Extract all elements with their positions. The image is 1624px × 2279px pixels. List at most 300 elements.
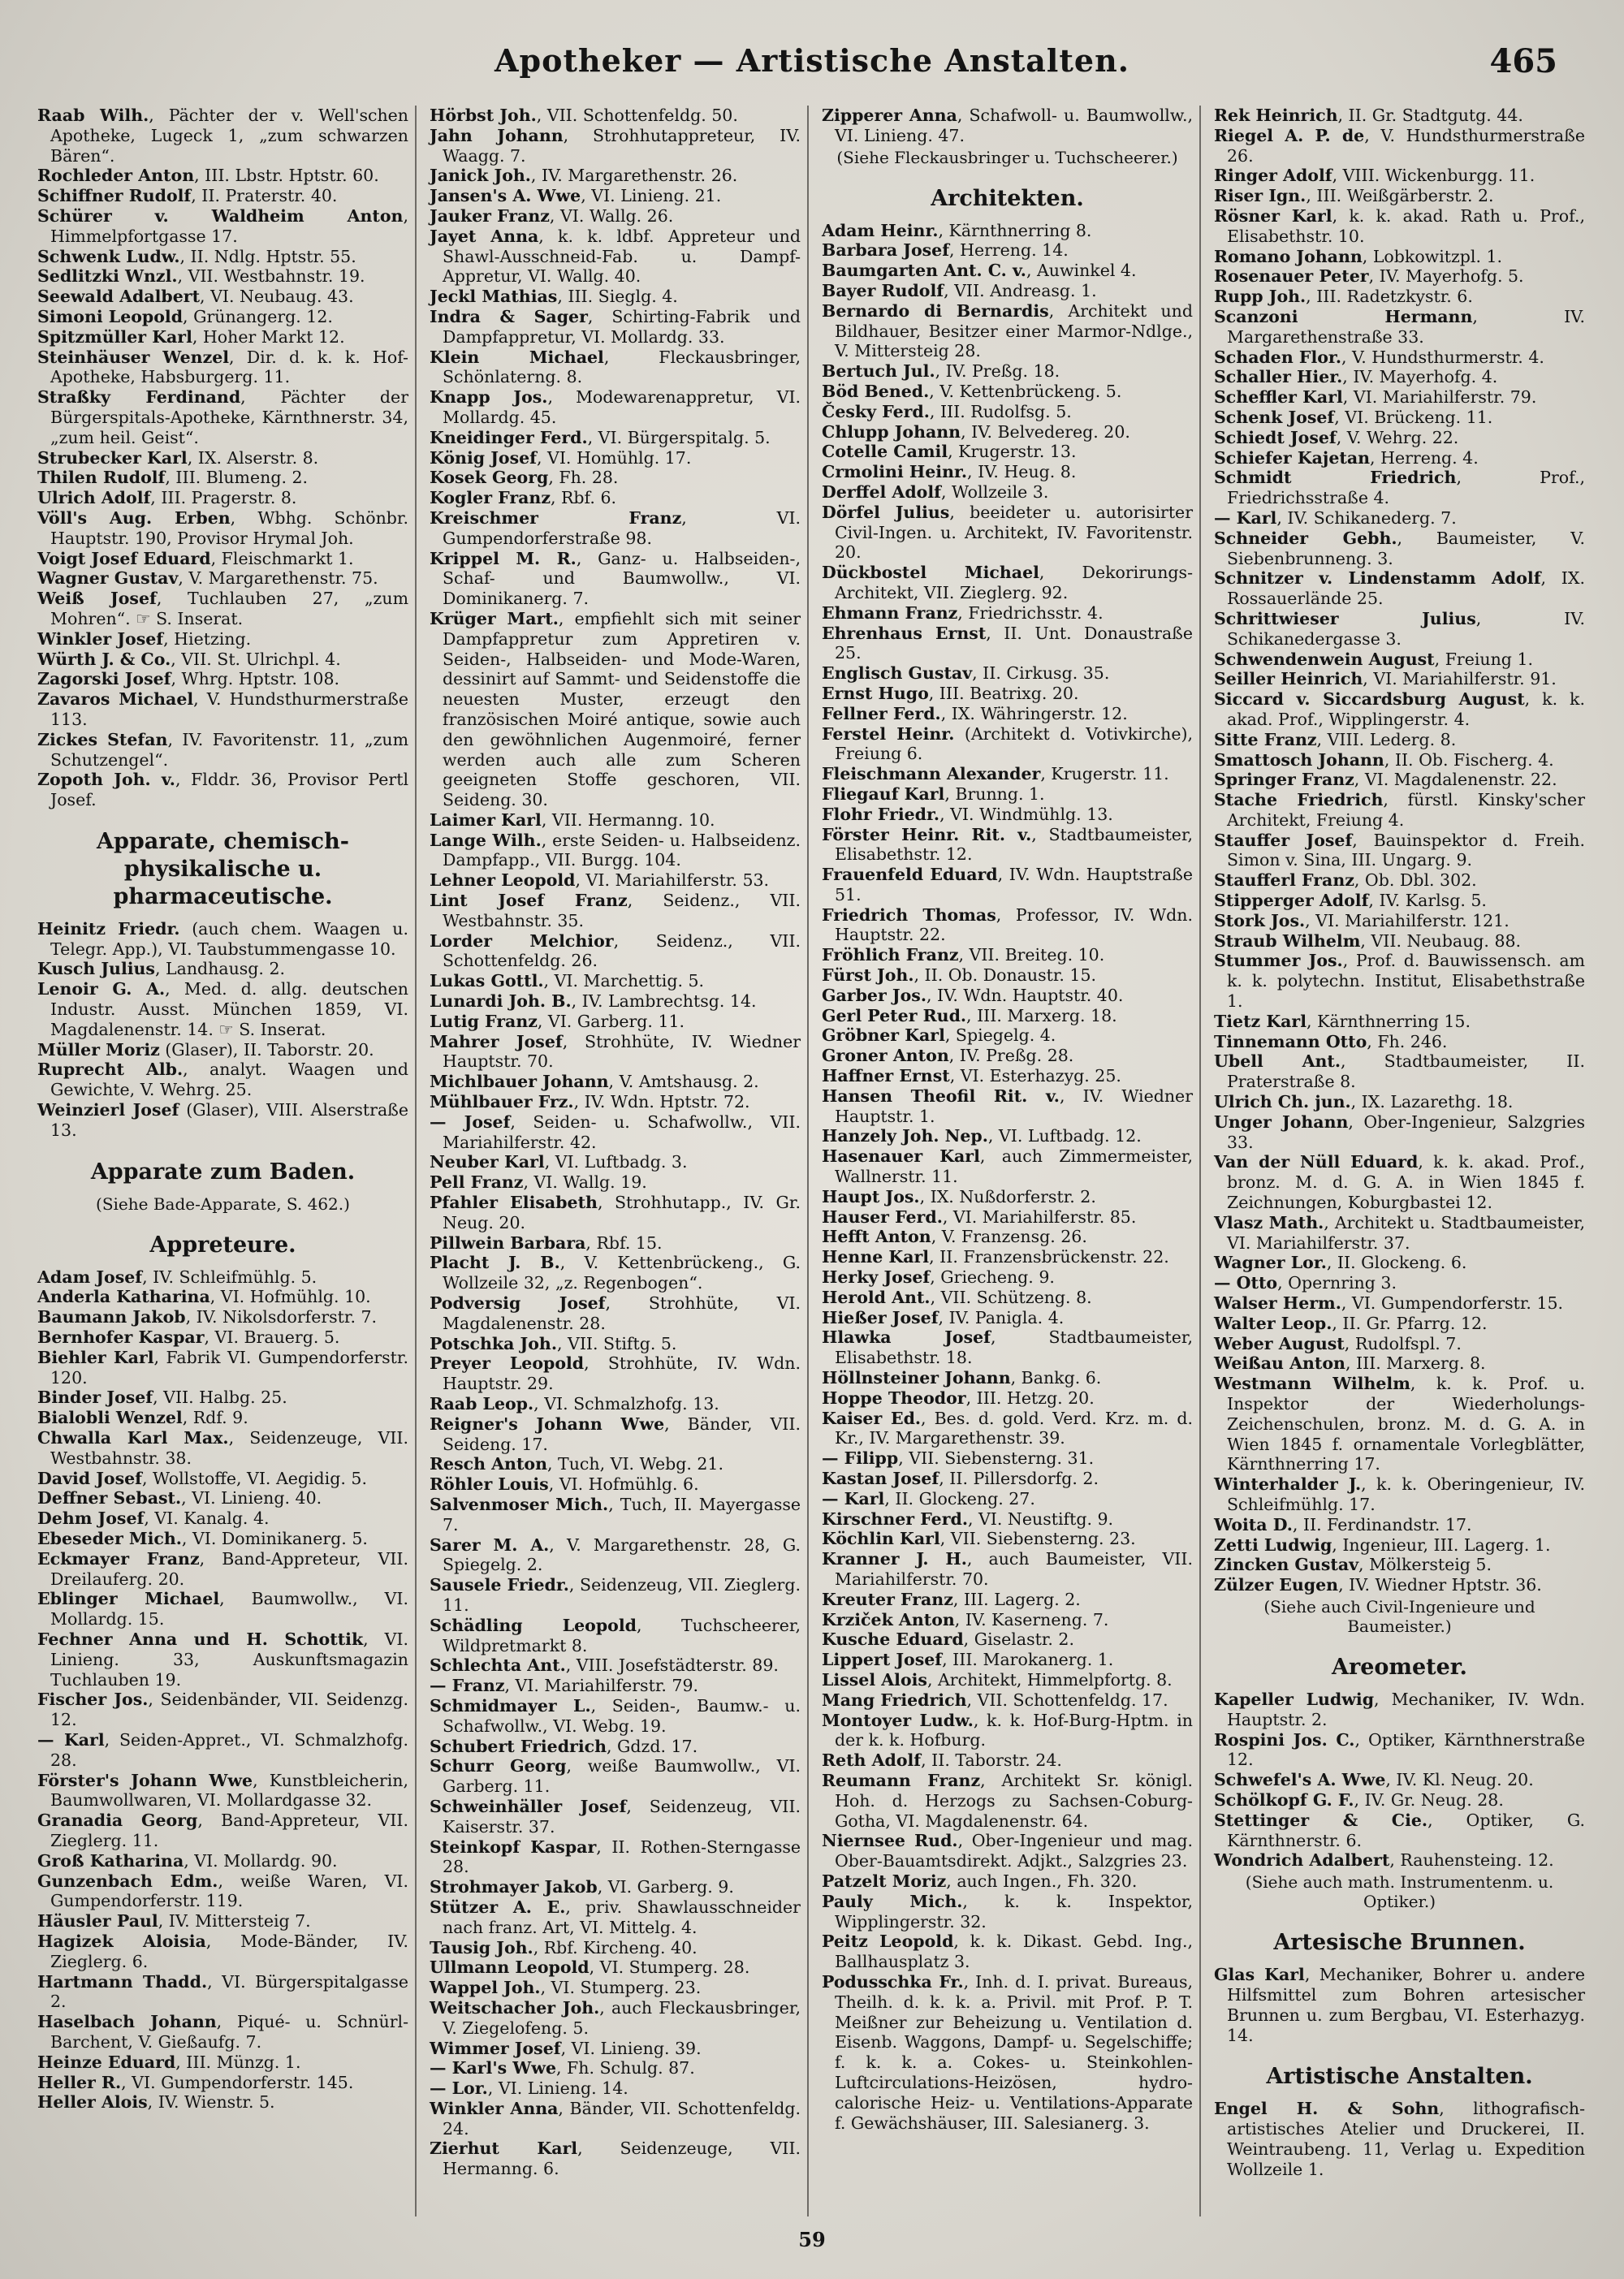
directory-entry (1214, 1032, 1585, 1052)
directory-entry (430, 448, 801, 468)
entry-details: , VI. Magdalenenstr. 22. (1354, 770, 1557, 790)
directory-entry (37, 629, 408, 650)
entry-details: , IV. Mayerhofg. 4. (1342, 367, 1498, 387)
directory-entry (430, 891, 801, 931)
entry-name: Schaller Hier. (1214, 367, 1343, 387)
entry-name: Walter Leop. (1214, 1313, 1332, 1333)
directory-entry (430, 1032, 801, 1073)
directory-entry (822, 382, 1193, 402)
entry-name: Jeckl Mathias (430, 287, 558, 307)
entry-name: Wagner Lor. (1214, 1253, 1327, 1273)
entry-details: , II. Glockeng. 6. (1326, 1253, 1467, 1273)
entry-details: , Herreng. 4. (1370, 447, 1479, 468)
entry-name: Raab Leop. (430, 1394, 534, 1414)
entry-name: Placht J. B. (430, 1253, 560, 1273)
entry-name: Pell Franz (430, 1172, 524, 1193)
directory-entry (822, 301, 1193, 361)
directory-entry (430, 227, 801, 287)
entry-details: , IV. Preßg. 28. (948, 1046, 1074, 1066)
directory-entry (430, 831, 801, 871)
entry-details: , IV. Margarethenstr. 26. (530, 166, 738, 186)
entry-details: , Optiker, Kärnthnerstraße 12. (1227, 1729, 1585, 1770)
entry-name: Kogler Franz (430, 488, 551, 508)
entry-details: , VI. Luftbadg. 3. (544, 1152, 688, 1172)
entry-name: Pillwein Barbara (430, 1232, 586, 1253)
entry-details: , Stadtbaumeister, II. Praterstraße 8. (1227, 1051, 1585, 1092)
entry-details: , Krugerstr. 13. (948, 442, 1077, 462)
entry-name: Dehm Josef (37, 1509, 145, 1529)
directory-entry (1214, 650, 1585, 670)
entry-name: Peitz Leopold (822, 1932, 954, 1952)
entry-details: , VI. Luftbadg. 12. (987, 1126, 1142, 1146)
entry-details: , Piqué- u. Schnürl-Barchent, V. Gießaufg. 7. (50, 2012, 408, 2052)
directory-entry (822, 563, 1193, 603)
entry-name: Garber Jos. (822, 985, 926, 1005)
entry-details: , Kunstbleicherin, Baumwollwaren, VI. Mollardgasse 32. (50, 1770, 408, 1811)
directory-entry (1214, 1092, 1585, 1112)
entry-name: Groner Anton (822, 1046, 949, 1066)
entry-details: , Seidenzeug, VII. Zieglerg. 11. (443, 1575, 801, 1615)
entry-details: , Architekt und Bildhauer, Besitzer einer Marmor-Ndlge., V. Mittersteig 28. (835, 300, 1193, 361)
entry-name: Hagizek Aloisia (37, 1931, 206, 1951)
directory-entry (430, 387, 801, 428)
entry-details: , III. Marxerg. 18. (966, 1005, 1117, 1025)
entry-details: (auch chem. Waagen u. Telegr. App.), VI. Taubstummengasse 10. (50, 918, 408, 959)
directory-entry (822, 221, 1193, 241)
entry-name: Ehrenhaus Ernst (822, 623, 987, 643)
entry-name: Krippel M. R. (430, 548, 577, 568)
entry-details: , Rbf. Kircheng. 40. (533, 1937, 698, 1957)
entry-name: Stützer A. E. (430, 1897, 566, 1917)
directory-entry (37, 979, 408, 1039)
entry-details: , VI. Mariahilferstr. 85. (942, 1206, 1137, 1227)
entry-details: , II. Taborstr. 24. (921, 1750, 1062, 1771)
directory-entry (37, 1267, 408, 1288)
entry-details: , IV. Gr. Neug. 28. (1354, 1789, 1504, 1810)
directory-entry (37, 266, 408, 287)
entry-details: , V. Hundsthurmerstr. 4. (1341, 347, 1544, 367)
entry-name: Herold Ant. (822, 1287, 931, 1307)
directory-entry (430, 1394, 801, 1414)
directory-entry (1214, 1374, 1585, 1474)
directory-entry (1214, 1334, 1585, 1354)
directory-entry (37, 1549, 408, 1590)
entry-name: Pfahler Elisabeth (430, 1193, 598, 1213)
directory-entry (822, 503, 1193, 563)
entry-details: , fürstl. Kinsky'scher Architekt, Freiung 4. (1227, 790, 1585, 830)
entry-name: Fürst Joh. (822, 965, 914, 986)
entry-name: Siccard v. Siccardsburg August (1214, 689, 1525, 710)
entry-name: Anderla Katharina (37, 1287, 210, 1307)
entry-details: , Auwinkel 4. (1026, 261, 1137, 281)
entry-name: Hießer Josef (822, 1307, 939, 1327)
entry-name: Winkler Anna (430, 2098, 559, 2118)
entry-name: Hartmann Thadd. (37, 1971, 208, 1992)
entry-details: , Friedrichsstr. 4. (957, 602, 1104, 623)
directory-entry (430, 870, 801, 891)
directory-entry (1214, 689, 1585, 730)
entry-details: , Rdf. 9. (182, 1408, 248, 1428)
entry-details: , weiße Waren, VI. Gumpendorferstr. 119. (50, 1871, 408, 1911)
entry-name: Hasenauer Karl (822, 1146, 980, 1167)
directory-entry (37, 287, 408, 307)
directory-entry (822, 1489, 1193, 1509)
entry-name: Voigt Josef Eduard (37, 548, 211, 568)
entry-details: , Ober-Ingenieur und mag. Ober-Bauamtsdirekt. Adjkt., Salzgries 23. (835, 1831, 1193, 1871)
entry-name: Lissel Alois (822, 1669, 927, 1690)
entry-details: , VI. Neustiftg. 9. (967, 1509, 1114, 1529)
entry-details: , Bes. d. gold. Verd. Krz. m. d. Kr., IV. Margarethenstr. 39. (835, 1408, 1193, 1448)
directory-entry (37, 1388, 408, 1408)
entry-name: Zierhut Karl (430, 2139, 578, 2159)
entry-details: , IV. Karlsg. 5. (1368, 891, 1487, 911)
entry-name: Dörfel Julius (822, 502, 950, 522)
entry-details: , IV. Favoritenstr. 11, „zum Schutzengel“. (50, 729, 409, 770)
entry-name: Stork Jos. (1214, 910, 1306, 930)
entry-details: , IV. Schleifmühlg. 5. (142, 1267, 317, 1287)
entry-name: Resch Anton (430, 1454, 548, 1474)
entry-name: Hefft Anton (822, 1227, 931, 1247)
entry-details: , VI. Kanalg. 4. (144, 1509, 270, 1529)
entry-name: Höllnsteiner Johann (822, 1368, 1011, 1388)
entry-name: Herky Josef (822, 1267, 931, 1288)
entry-details: , Strohhutappreteur, IV. Waagg. 7. (443, 125, 801, 166)
entry-details: , Schirting-Fabrik und Dampfappretur, VI. Mollardg. 33. (443, 306, 801, 347)
entry-details: , VI. Mariahilferstr. 79. (504, 1676, 699, 1696)
directory-entry (822, 1066, 1193, 1086)
directory-entry (822, 1509, 1193, 1530)
entry-details: , III. Radetzkystr. 6. (1306, 287, 1473, 307)
entry-details: , IV. Kaserneng. 7. (954, 1609, 1109, 1629)
entry-name: Zopoth Joh. v. (37, 770, 175, 790)
directory-entry (822, 261, 1193, 281)
directory-entry (37, 1348, 408, 1388)
entry-name: Wimmer Josef (430, 2038, 561, 2058)
entry-name: Podusschka Fr. (822, 1971, 964, 1992)
directory-entry (37, 327, 408, 347)
directory-entry (430, 1676, 801, 1696)
entry-details: , Fleckausbringer, Schönlaterng. 8. (443, 347, 801, 387)
entry-details: , VI. Hofmühlg. 10. (209, 1287, 371, 1307)
entry-details: , VI. Garberg. 9. (597, 1877, 734, 1897)
entry-name: Haupt Jos. (822, 1186, 920, 1206)
page-number: 465 (1489, 42, 1557, 80)
entry-details: , II. Rothen-Sterngasse 28. (443, 1837, 801, 1877)
directory-entry (822, 1267, 1193, 1288)
entry-details: , Strohhüte, IV. Wiedner Hauptstr. 70. (443, 1031, 801, 1072)
directory-entry (37, 468, 408, 488)
directory-entry (430, 1655, 801, 1676)
entry-name: Wappel Joh. (430, 1978, 541, 1998)
entry-details: , Bauinspektor d. Freih. Simon v. Sina, III. Ungarg. 9. (1227, 830, 1585, 870)
entry-details: , auch Baumeister, VII. Mariahilferstr. 70. (835, 1549, 1193, 1589)
entry-details: , Rbf. 6. (550, 488, 617, 508)
entry-name: Laimer Karl (430, 809, 542, 830)
column-2 (425, 106, 809, 2216)
entry-name: Patzelt Moriz (822, 1871, 947, 1891)
directory-entry (1214, 347, 1585, 368)
entry-details: , VI. Wallg. 19. (523, 1172, 647, 1193)
entry-details: , Dekorirungs-Architekt, VII. Zieglerg. 92. (835, 563, 1193, 602)
entry-name: Fliegauf Karl (822, 783, 945, 804)
entry-name: Schmidt Friedrich (1214, 468, 1457, 488)
cross-reference-note: (Siehe auch math. Instrumentenm. u. Optiker.) (1245, 1872, 1554, 1912)
entry-details: , VI. Esterhazyg. 25. (949, 1066, 1121, 1086)
directory-entry (822, 986, 1193, 1006)
entry-details: , VI. Marchettig. 5. (543, 971, 705, 991)
directory-entry (37, 1911, 408, 1932)
directory-entry (37, 650, 408, 670)
entry-details: , IV. Heug. 8. (967, 462, 1077, 482)
directory-entry (430, 1152, 801, 1172)
directory-entry (1214, 186, 1585, 206)
entry-details: , weiße Baumwollw., VI. Garberg. 11. (443, 1756, 801, 1797)
entry-name: Zickes Stefan (37, 729, 168, 749)
entry-name: Reigner's Johann Wwe (430, 1414, 665, 1434)
directory-entry (1214, 2099, 1585, 2179)
entry-details: , Fh. Schulg. 87. (556, 2058, 695, 2078)
directory-entry (822, 1187, 1193, 1207)
entry-name: Völl's Aug. Erben (37, 507, 231, 528)
entry-details: , lithografisch-artistisches Atelier und Druckerei, II. Weintraubeng. 11, Verlag u. Expedition Wollzeile 1. (1227, 2099, 1585, 2179)
directory-entry (1214, 1012, 1585, 1032)
directory-entry (430, 1253, 801, 1293)
entry-name: Ulrich Adolf (37, 488, 151, 508)
directory-entry (37, 1811, 408, 1851)
entry-name: Krziček Anton (822, 1609, 955, 1629)
entry-name: Schädling Leopold (430, 1615, 637, 1635)
entry-details: , IV. Margarethenstraße 33. (1227, 306, 1585, 347)
directory-entry (37, 568, 408, 589)
entry-name: Binder Josef (37, 1388, 153, 1408)
directory-entry (37, 106, 408, 166)
directory-entry (1214, 1770, 1585, 1790)
directory-entry (822, 462, 1193, 482)
directory-entry (1214, 1811, 1585, 1851)
entry-details: , V. Wehrg. 22. (1336, 427, 1459, 447)
directory-entry (37, 2012, 408, 2052)
entry-details: , VI. Stumperg. 28. (589, 1957, 750, 1978)
directory-entry (822, 1146, 1193, 1187)
entry-name: Zavaros Michael (37, 689, 194, 710)
directory-entry (822, 1247, 1193, 1267)
entry-details: , k. k. akad. Prof., Wipplingerstr. 4. (1227, 689, 1585, 729)
entry-details: , Wbhg. Schönbr. Hauptstr. 190, Provisor Hrymal Joh. (50, 507, 408, 548)
directory-entry (822, 965, 1193, 986)
entry-details: , IV. Wdn. Hptstr. 72. (573, 1092, 750, 1112)
directory-entry (1214, 1850, 1585, 1871)
entry-details: , II. Ob. Fischerg. 4. (1384, 749, 1554, 770)
entry-name: Engel H. & Sohn (1214, 2099, 1440, 2119)
section-heading: Artistische Anstalten. (1266, 2064, 1533, 2090)
directory-entry (430, 1938, 801, 1958)
entry-name: Hansen Theofil Rit. v. (822, 1086, 1060, 1106)
directory-entry (822, 361, 1193, 382)
entry-name: Jansen's A. Wwe (430, 186, 581, 206)
directory-entry (430, 1998, 801, 2039)
entry-details: , III. Beatrixg. 20. (928, 683, 1079, 703)
entry-details: , V. Franzensg. 26. (931, 1227, 1087, 1247)
entry-details: , IV. Schikanedergasse 3. (1227, 608, 1585, 649)
directory-entry (1214, 1314, 1585, 1334)
entry-name: Schwefel's A. Wwe (1214, 1770, 1386, 1790)
directory-entry (430, 1092, 801, 1112)
entry-details: , k. k. Prof. u. Inspektor der Wiederholungs-Zeichenschulen, bronz. M. d. G. A. in Wien 1845 f. ornamentale Vorlegblätter, Kärnthnerring 17. (1227, 1374, 1585, 1474)
directory-entry (37, 1629, 408, 1690)
entry-name: Reumann Franz (822, 1770, 981, 1790)
entry-name: Würth J. & Co. (37, 649, 171, 669)
section-heading: Apparate zum Baden. (90, 1159, 356, 1185)
entry-name: Montoyer Ludw. (822, 1710, 974, 1730)
entry-name: Sedlitzki Wnzl. (37, 266, 178, 287)
directory-entry (430, 1193, 801, 1233)
entry-details: , IV. Wienstr. 5. (147, 2092, 275, 2113)
entry-details: , Himmelpfortgasse 17. (50, 205, 408, 246)
entry-name: Fleischmann Alexander (822, 764, 1041, 784)
entry-name: Heller R. (37, 2072, 122, 2092)
directory-entry (430, 991, 801, 1012)
entry-details: , Band-Appreteur, VII. Dreilauferg. 20. (50, 1548, 408, 1589)
entry-name: Mahrer Josef (430, 1031, 563, 1051)
directory-entry (822, 1126, 1193, 1146)
directory-entry (1214, 106, 1585, 126)
entry-name: Kusche Eduard (822, 1629, 964, 1650)
entry-details: , auch Fleckausbringer, V. Ziegelofeng. 5. (443, 1997, 801, 2038)
entry-name: Tinnemann Otto (1214, 1031, 1367, 1051)
entry-details: , III. Blumeng. 2. (165, 468, 309, 488)
entry-details: , VII. Siebensterng. 23. (939, 1529, 1136, 1549)
entry-details: , k. k. Oberingenieur, IV. Schleifmühlg. 17. (1227, 1474, 1586, 1514)
directory-entry (1214, 730, 1585, 750)
entry-details: , VI. Gumpendorferstr. 145. (121, 2072, 354, 2092)
entry-name: Schneider Gebh. (1214, 528, 1397, 548)
entry-details: , auch Zimmermeister, Wallnerstr. 11. (835, 1146, 1193, 1187)
entry-name: Knapp Jos. (430, 387, 548, 408)
entry-details: , Kärnthnerring 8. (938, 220, 1092, 240)
entry-details: , empfiehlt sich mit seiner Dampfappretur zum Appretiren v. Seiden-, Halbseiden- und Mode-Waren, dessinirt auf Sammt- und Seidenstoffe die neuesten Muster, erzeugt den französischen Moiré antique, sowie auch den gewöhnlichen Augenmoiré, ferner werden auch alle zum Scheren geeigneten Stoffe geschoren, VII. Seideng. 30. (443, 608, 801, 810)
entry-name: Kaiser Ed. (822, 1408, 922, 1428)
entry-details: , priv. Shawlausschneider nach franz. Art, VI. Mittelg. 4. (443, 1897, 801, 1937)
entry-name: Schubert Friedrich (430, 1736, 607, 1756)
directory-entry (37, 508, 408, 549)
entry-name: Krüger Mart. (430, 608, 559, 628)
entry-details: , k. k. akad. Prof., bronz. M. d. G. A. in Wien 1845 f. Zeichnungen, Koburgbastei 12. (1227, 1152, 1585, 1213)
entry-details: , IV. Lambrechtsg. 14. (571, 991, 757, 1012)
entry-details: , V. Kettenbrückeng., G. Wollzeile 32, „z. Regenbogen“. (443, 1253, 801, 1293)
entry-name: Chwalla Karl Max. (37, 1428, 229, 1448)
cross-reference-note: (Siehe Bade-Apparate, S. 462.) (96, 1193, 350, 1214)
directory-entry (1214, 166, 1585, 186)
entry-details: , IV. Schikanederg. 7. (1276, 507, 1457, 528)
entry-details: , Hoher Markt 12. (192, 326, 345, 347)
directory-entry (37, 387, 408, 447)
entry-name: Weitschacher Joh. (430, 1997, 600, 2018)
directory-entry (822, 1711, 1193, 1751)
directory-entry (430, 1072, 801, 1092)
entry-details: , II. Pillersdorfg. 2. (939, 1469, 1099, 1488)
directory-entry (430, 2039, 801, 2059)
directory-entry (1214, 750, 1585, 770)
entry-name: Schrittwieser Julius (1214, 608, 1476, 628)
entry-details: , Strohhutapp., IV. Gr. Neug. 20. (443, 1193, 801, 1232)
entry-details: , IX. Lazarethg. 18. (1350, 1092, 1514, 1112)
entry-details: , VII. Siebensterng. 31. (898, 1448, 1095, 1469)
entry-name: Vlasz Math. (1214, 1212, 1324, 1232)
directory-entry (822, 663, 1193, 684)
entry-name: Schürer v. Waldheim Anton (37, 205, 404, 226)
entry-name: Gröbner Karl (822, 1025, 945, 1046)
entry-name: Heinitz Friedr. (37, 918, 180, 939)
entry-name: Zipperer Anna (822, 106, 957, 125)
entry-details: , II. Glockeng. 27. (884, 1488, 1035, 1509)
entry-details: , III. Lbstr. Hptstr. 60. (194, 166, 379, 186)
directory-entry (430, 1535, 801, 1576)
entry-name: Rupp Joh. (1214, 287, 1307, 307)
directory-entry (1214, 669, 1585, 689)
entry-name: Cotelle Camil (822, 442, 948, 462)
directory-entry (822, 1750, 1193, 1771)
directory-entry (822, 1549, 1193, 1590)
entry-details: , Strohhüte, IV. Wdn. Hauptstr. 29. (443, 1353, 801, 1394)
entry-details: , Opernring 3. (1277, 1273, 1397, 1293)
entry-details: , III. Marxerg. 8. (1345, 1353, 1486, 1374)
directory-entry (822, 1086, 1193, 1127)
entry-name: — Josef (430, 1111, 511, 1132)
entry-details: , IV. Belvedereg. 20. (961, 421, 1130, 442)
entry-name: Kusch Julius (37, 959, 155, 979)
directory-entry (822, 1227, 1193, 1247)
entry-details: , IV. Mayerhofg. 5. (1368, 266, 1524, 287)
entry-name: Wondrich Adalbert (1214, 1850, 1390, 1871)
entry-name: Mang Friedrich (822, 1690, 967, 1710)
entry-name: Seewald Adalbert (37, 287, 201, 307)
entry-details: , IV. Panigla. 4. (938, 1307, 1065, 1327)
directory-entry (1214, 951, 1585, 1011)
entry-name: Groß Katharina (37, 1850, 184, 1871)
directory-entry (430, 2078, 801, 2099)
entry-details: , VII. St. Ulrichpl. 4. (171, 649, 341, 669)
entry-name: Hörbst Joh. (430, 106, 537, 125)
entry-name: Ernst Hugo (822, 683, 929, 703)
directory-entry (430, 971, 801, 991)
directory-entry (822, 1327, 1193, 1368)
entry-name: — Filipp (822, 1448, 899, 1469)
entry-name: Schwenk Ludw. (37, 246, 180, 266)
entry-details: , II. Ferdinandstr. 17. (1292, 1514, 1472, 1534)
entry-details: , VI. Brückeng. 11. (1334, 407, 1493, 427)
entry-name: Eckmayer Franz (37, 1548, 200, 1569)
directory-entry (37, 1932, 408, 1972)
entry-name: Strohmayer Jakob (430, 1877, 598, 1897)
directory-entry (822, 704, 1193, 724)
entry-name: Strubecker Karl (37, 447, 188, 468)
directory-entry (430, 1454, 801, 1474)
entry-name: Kastan Josef (822, 1469, 939, 1488)
directory-entry (430, 1575, 801, 1616)
entry-name: Haselbach Johann (37, 2012, 217, 2032)
entry-name: Sitte Franz (1214, 729, 1317, 749)
directory-entry (37, 730, 408, 770)
entry-details: , IV. Preßg. 18. (935, 361, 1060, 382)
directory-entry (822, 1892, 1193, 1932)
directory-entry (430, 931, 801, 972)
entry-name: Woita D. (1214, 1514, 1293, 1534)
entry-details: , III. Weißgärberstr. 2. (1306, 186, 1494, 206)
entry-name: Scheffler Karl (1214, 387, 1343, 408)
directory-entry (430, 1897, 801, 1938)
directory-entry (37, 919, 408, 960)
entry-name: Crmolini Heinr. (822, 462, 968, 482)
